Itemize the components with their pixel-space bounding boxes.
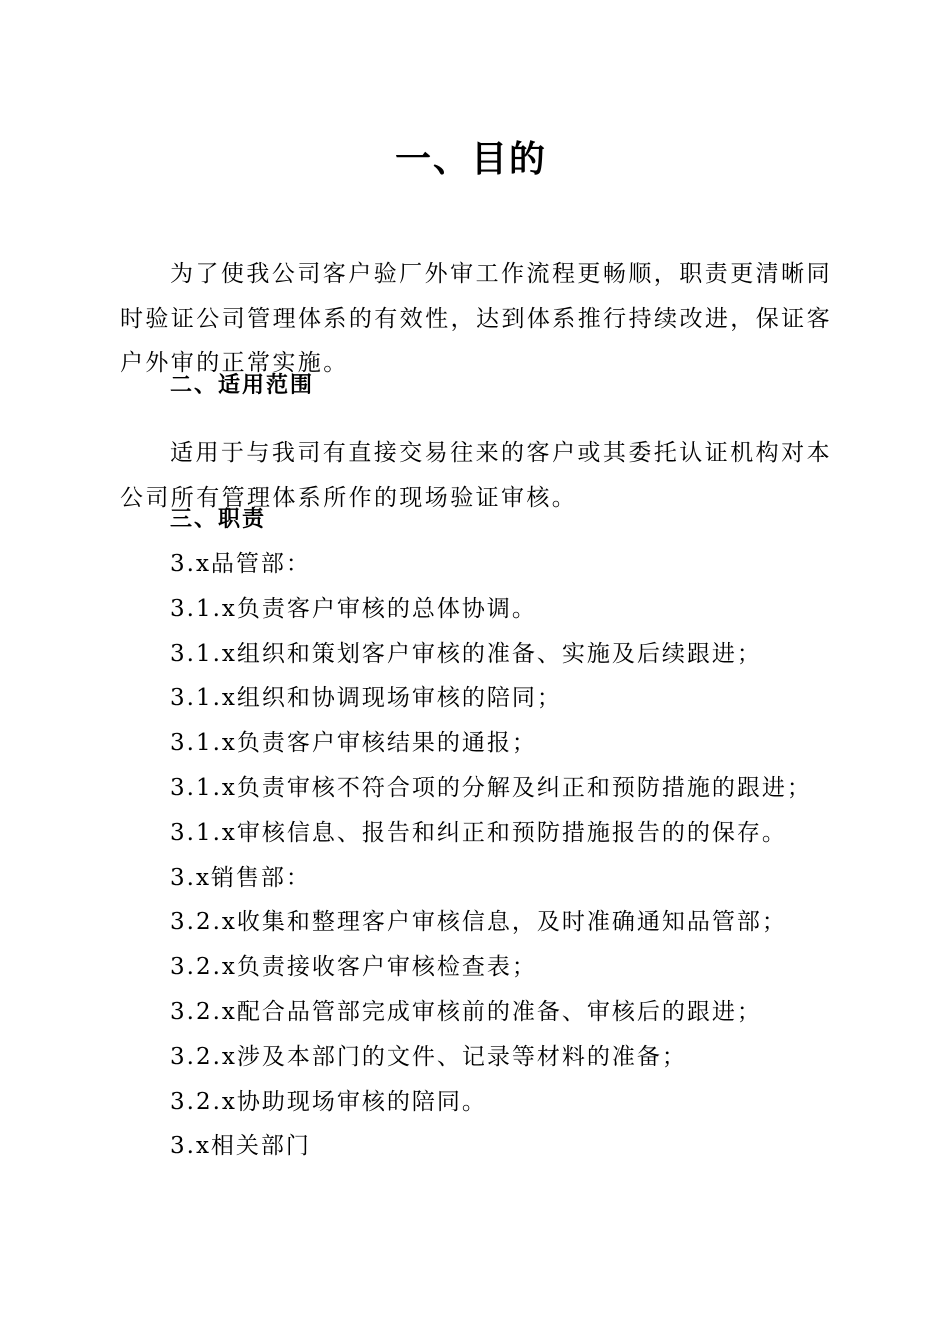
list-item: 3.x品管部： [170, 551, 311, 577]
scope-paragraph: 适用于与我司有直接交易往来的客户或其委托认证机构对本公司所有管理体系所作的现场验证审核。 [120, 440, 832, 511]
purpose-paragraph: 为了使我公司客户验厂外审工作流程更畅顺，职责更清晰同时验证公司管理体系的有效性，达到体系推行持续改进，保证客户外审的正常实施。 [120, 261, 832, 376]
list-item: 3.1.x负责审核不符合项的分解及纠正和预防措施的跟进； [170, 774, 812, 801]
list-item: 3.x销售部： [170, 864, 311, 891]
list-item: 3.1.x负责客户审核的总体协调。 [170, 595, 537, 622]
page-title: 一、目的 [394, 139, 547, 180]
list-item: 3.1.x审核信息、报告和纠正和预防措施报告的的保存。 [170, 819, 787, 846]
scope-heading: 二、适用范围 [170, 373, 315, 398]
list-item: 3.2.x收集和整理客户审核信息，及时准确通知品管部； [170, 909, 787, 936]
list-item: 3.2.x协助现场审核的陪同。 [170, 1088, 487, 1115]
list-item: 3.2.x涉及本部门的文件、记录等材料的准备； [170, 1043, 687, 1070]
list-item: 3.1.x组织和策划客户审核的准备、实施及后续跟进； [170, 640, 762, 667]
duties-heading: 三、职责 [170, 507, 267, 532]
list-item: 3.2.x配合品管部完成审核前的准备、审核后的跟进； [170, 998, 762, 1025]
list-item: 3.x相关部门 [170, 1133, 311, 1160]
list-item: 3.1.x负责客户审核结果的通报； [170, 730, 537, 757]
duties-list [170, 542, 812, 1169]
list-item: 3.2.x负责接收客户审核检查表； [170, 954, 537, 981]
list-item: 3.1.x组织和协调现场审核的陪同； [170, 685, 562, 712]
